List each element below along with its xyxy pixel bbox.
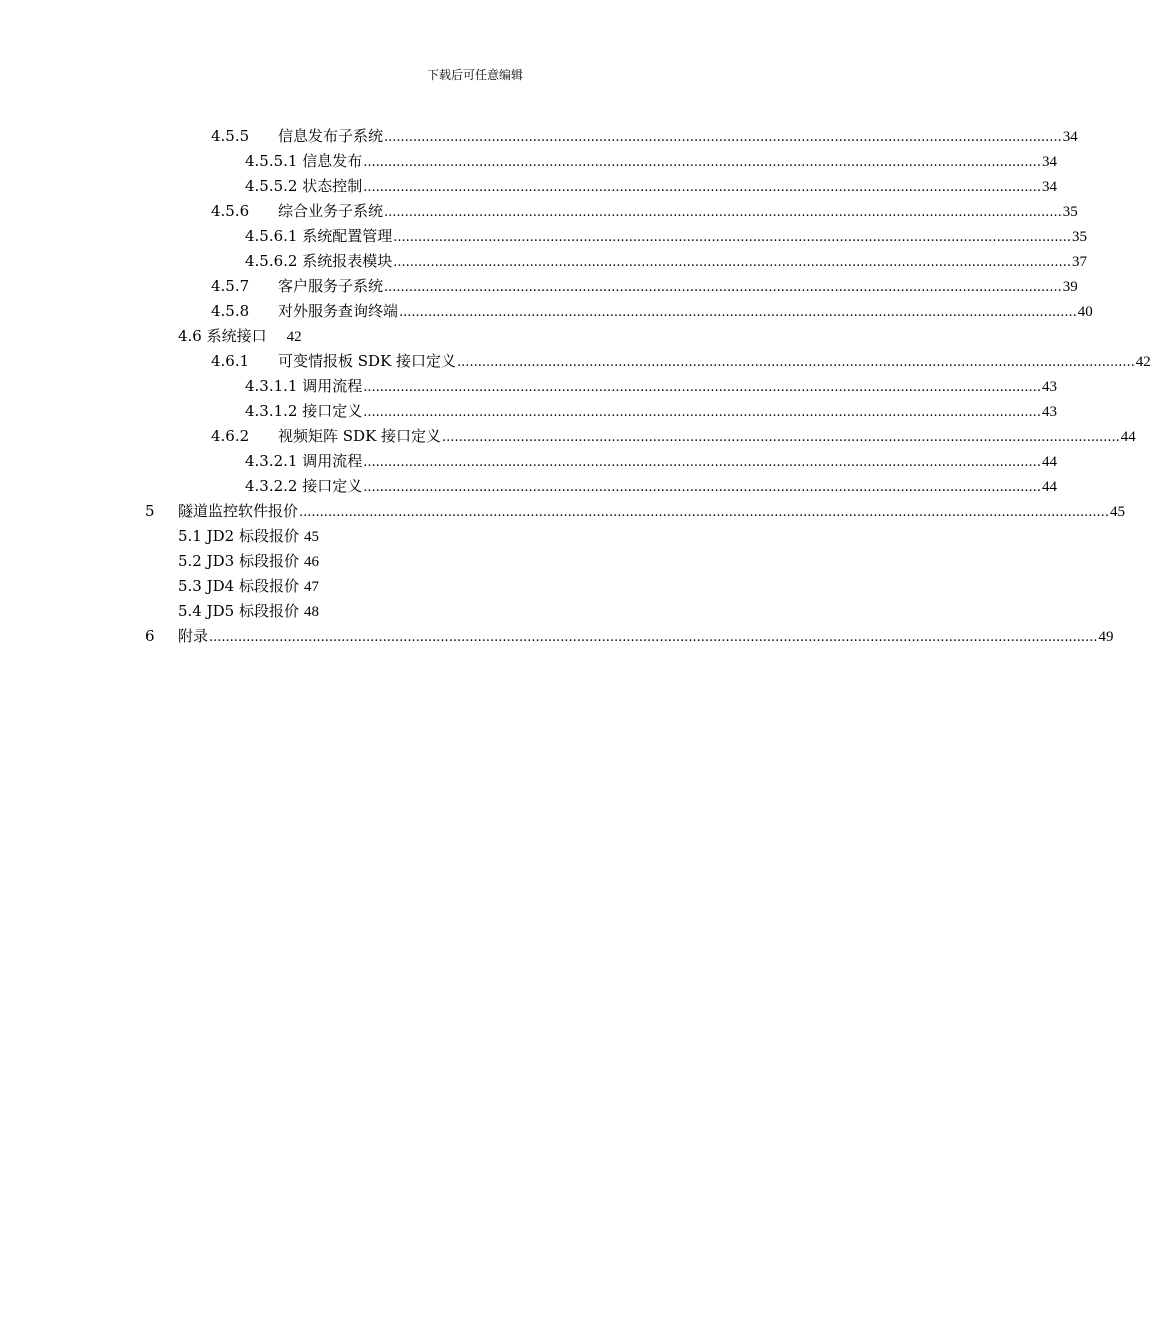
toc-leader: .................................................................................................................................................................... — [363, 405, 1041, 420]
toc-entry-number: 4.5.5 — [211, 127, 250, 145]
toc-leader: .................................................................................................................................................................... — [363, 480, 1041, 495]
toc-entry-title: 4.5.6.2 系统报表模块 — [245, 252, 393, 270]
toc-entry-number: 4.5.6 — [211, 202, 250, 220]
toc-entry-page: 46 — [303, 554, 319, 570]
toc-entry-page: 34 — [1062, 129, 1078, 145]
toc-entry-title: 5.3 JD4 标段报价 — [178, 577, 299, 595]
toc-leader: .................................................................................................................................................................... — [363, 180, 1041, 195]
toc-entry-page: 35 — [1062, 204, 1078, 220]
toc-leader: ....................................................................................................................................................................................................................... — [209, 630, 1098, 645]
toc-entry-page: 45 — [1109, 504, 1125, 520]
toc-entry-page: 49 — [1098, 629, 1114, 645]
toc-entry-title: 5.2 JD3 标段报价 — [178, 552, 299, 570]
toc-entry-page: 40 — [1077, 304, 1093, 320]
toc-entry-title: 5.1 JD2 标段报价 — [178, 527, 299, 545]
toc-leader: .................................................................................................................................................................... — [363, 155, 1041, 170]
toc-leader: .................................................................................................................................................................... — [384, 130, 1062, 145]
toc-leader: .................................................................................................................................................................... — [363, 380, 1041, 395]
toc-entry-page: 35 — [1071, 229, 1087, 245]
toc-entry-title: 5.4 JD5 标段报价 — [178, 602, 299, 620]
toc-entry-number: 4.5.8 — [211, 302, 250, 320]
toc-entry-page: 44 — [1120, 429, 1136, 445]
toc-entry-number: 6 — [145, 627, 155, 645]
toc-entry-page: 47 — [303, 579, 319, 595]
toc-entry-page: 42 — [1135, 354, 1151, 370]
page-header: 下载后可任意编辑 — [426, 68, 523, 82]
toc-entry-number: 5 — [145, 502, 155, 520]
toc-entry-title: 4.5.5.2 状态控制 — [245, 177, 363, 195]
toc-entry-title: 信息发布子系统 — [278, 127, 384, 145]
toc-entry-page: 44 — [1041, 454, 1057, 470]
toc-entry-page: 37 — [1071, 254, 1087, 270]
toc-leader: .................................................................................................................................................................... — [442, 430, 1120, 445]
toc-leader: .................................................................................................................................................................................................... — [299, 505, 1109, 520]
toc-entry-title: 4.3.2.2 接口定义 — [245, 477, 363, 495]
toc-entry-number: 4.6.1 — [211, 352, 250, 370]
toc-entry-title: 可变情报板 SDK 接口定义 — [278, 352, 457, 370]
toc-leader: .................................................................................................................................................................... — [384, 280, 1062, 295]
toc-entry-page: 48 — [303, 604, 319, 620]
toc-entry-title: 附录 — [178, 627, 209, 645]
toc-entry-title: 客户服务子系统 — [278, 277, 384, 295]
toc-leader: .................................................................................................................................................................... — [399, 305, 1077, 320]
toc-entry-page: 43 — [1041, 404, 1057, 420]
toc-entry-title: 4.6 系统接口 — [178, 327, 267, 345]
toc-entry-title: 4.5.6.1 系统配置管理 — [245, 227, 393, 245]
toc-entry-number: 4.6.2 — [211, 427, 250, 445]
toc-entry-title: 4.3.1.1 调用流程 — [245, 377, 363, 395]
toc-entry-page: 34 — [1041, 179, 1057, 195]
toc-entry-page: 45 — [303, 529, 319, 545]
toc-leader: .................................................................................................................................................................... — [384, 205, 1062, 220]
toc-entry-page: 39 — [1062, 279, 1078, 295]
toc-entry-title: 4.3.1.2 接口定义 — [245, 402, 363, 420]
toc-entry-title: 对外服务查询终端 — [278, 302, 399, 320]
toc-entry-number: 4.5.7 — [211, 277, 250, 295]
toc-leader: .................................................................................................................................................................... — [457, 355, 1135, 370]
toc-entry-title: 综合业务子系统 — [278, 202, 384, 220]
toc-entry-title: 4.3.2.1 调用流程 — [245, 452, 363, 470]
toc-leader: .................................................................................................................................................................... — [393, 255, 1071, 270]
toc-leader: .................................................................................................................................................................... — [363, 455, 1041, 470]
toc-entry-page: 42 — [286, 329, 302, 345]
toc-leader: .................................................................................................................................................................... — [393, 230, 1071, 245]
toc-entry-page: 43 — [1041, 379, 1057, 395]
toc-entry-title: 视频矩阵 SDK 接口定义 — [278, 427, 442, 445]
toc-entry-title: 隧道监控软件报价 — [178, 502, 299, 520]
toc-entry-page: 34 — [1041, 154, 1057, 170]
toc-entry-title: 4.5.5.1 信息发布 — [245, 152, 363, 170]
toc-entry-page: 44 — [1041, 479, 1057, 495]
